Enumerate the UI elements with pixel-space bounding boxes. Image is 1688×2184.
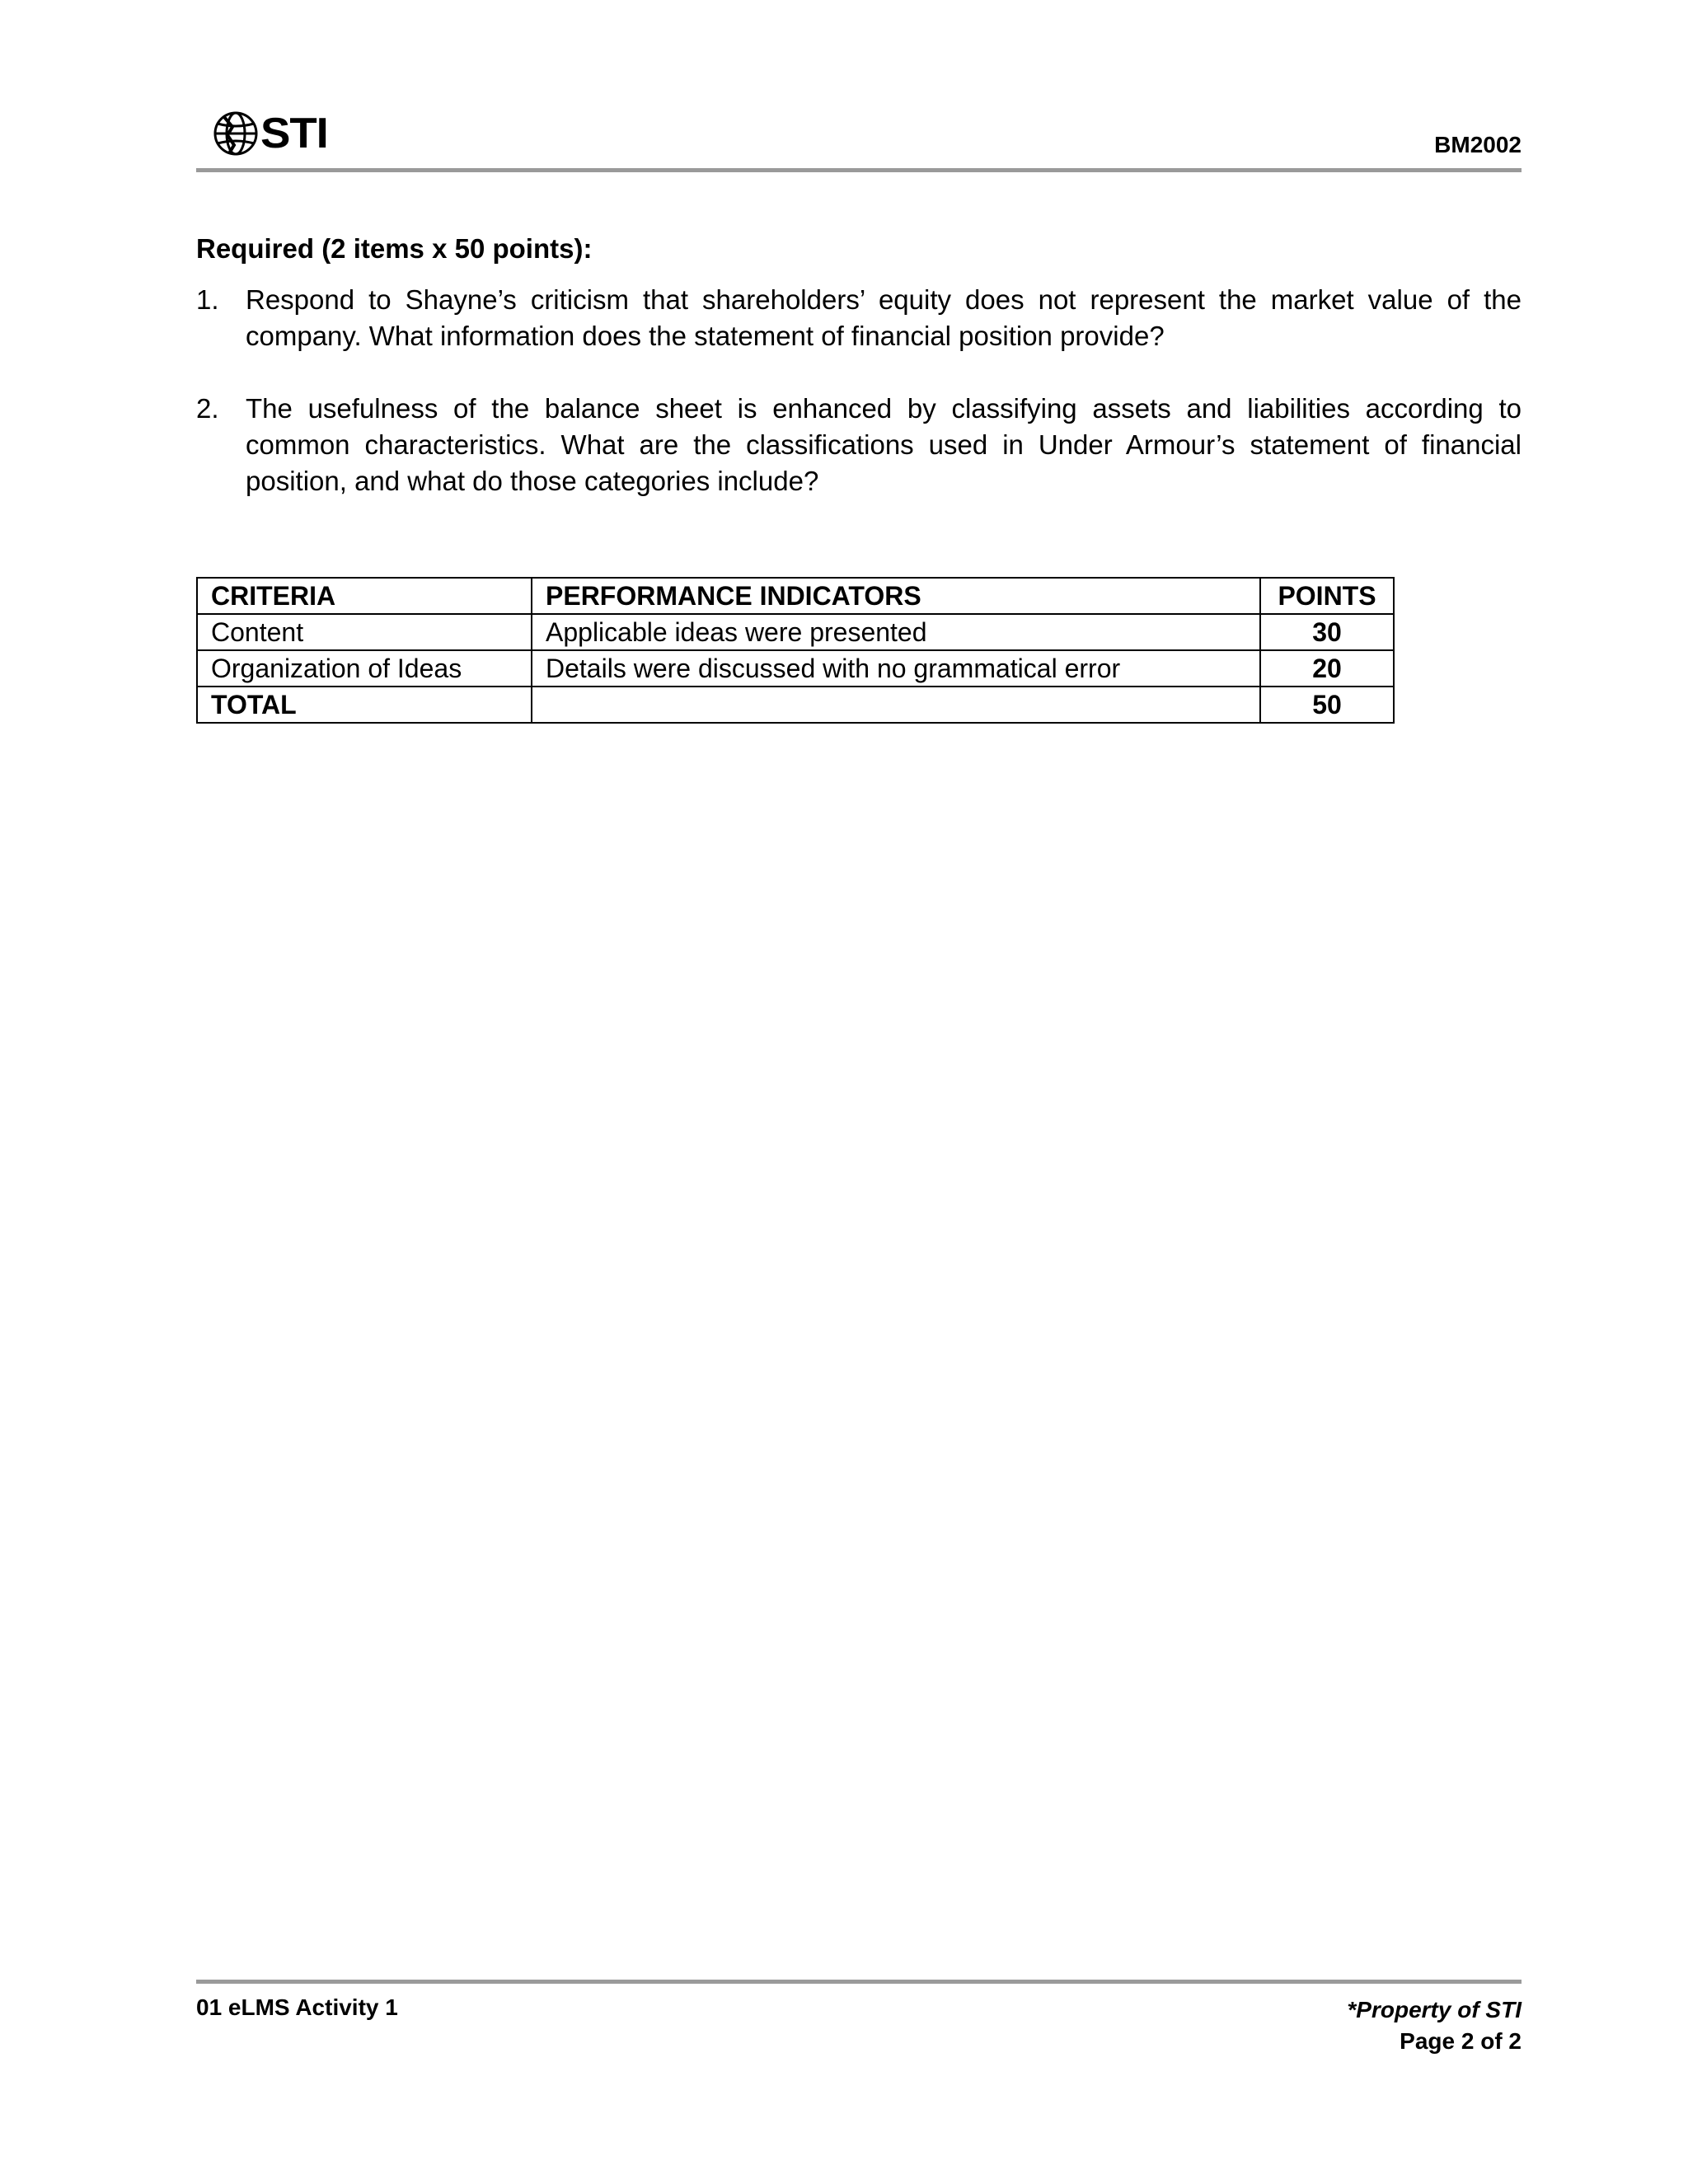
question-item	[196, 391, 1522, 499]
footer-activity-label: 01 eLMS Activity 1	[196, 1994, 398, 2020]
table-row	[197, 614, 1394, 650]
globe-icon	[213, 110, 259, 157]
page-header	[196, 99, 1522, 173]
points-cell: 30	[1260, 614, 1394, 650]
question-item	[196, 282, 1522, 354]
header-divider	[196, 168, 1522, 172]
course-code: BM2002	[1434, 132, 1522, 157]
header-performance-indicators: PERFORMANCE INDICATORS	[532, 578, 1260, 614]
total-label-cell: TOTAL	[197, 687, 532, 723]
indicator-cell: Details were discussed with no grammatical error	[532, 650, 1260, 687]
header-points: POINTS	[1260, 578, 1394, 614]
sti-logo	[213, 107, 328, 160]
page-number: Page 2 of 2	[1400, 2028, 1522, 2054]
required-section	[196, 231, 1522, 536]
table-row	[197, 650, 1394, 687]
criteria-cell: Content	[197, 614, 532, 650]
required-heading: Required (2 items x 50 points):	[196, 233, 593, 264]
table-row-total	[197, 687, 1394, 723]
indicator-cell	[532, 687, 1260, 723]
table-header-row	[197, 578, 1394, 614]
criteria-cell: Organization of Ideas	[197, 650, 532, 687]
question-text: The usefulness of the balance sheet is enhanced by classifying assets and liabilities according to common characteristics. What are the classifications used in Under Armour’s statement of financial position, and what do those categories include?	[246, 393, 1522, 496]
header-criteria: CRITERIA	[197, 578, 532, 614]
points-cell: 20	[1260, 650, 1394, 687]
indicator-cell: Applicable ideas were presented	[532, 614, 1260, 650]
rubric-table	[196, 577, 1395, 724]
question-number: 2.	[196, 393, 219, 424]
question-text: Respond to Shayne’s criticism that shareholders’ equity does not represent the market value of the company. What information does the statement of financial position provide?	[246, 284, 1522, 351]
footer-right	[1347, 1994, 1522, 2057]
property-notice: *Property of STI	[1347, 1997, 1522, 2022]
question-number: 1.	[196, 284, 219, 315]
footer-divider	[196, 1980, 1522, 1984]
logo-text: STI	[260, 110, 328, 157]
total-points-cell: 50	[1260, 687, 1394, 723]
